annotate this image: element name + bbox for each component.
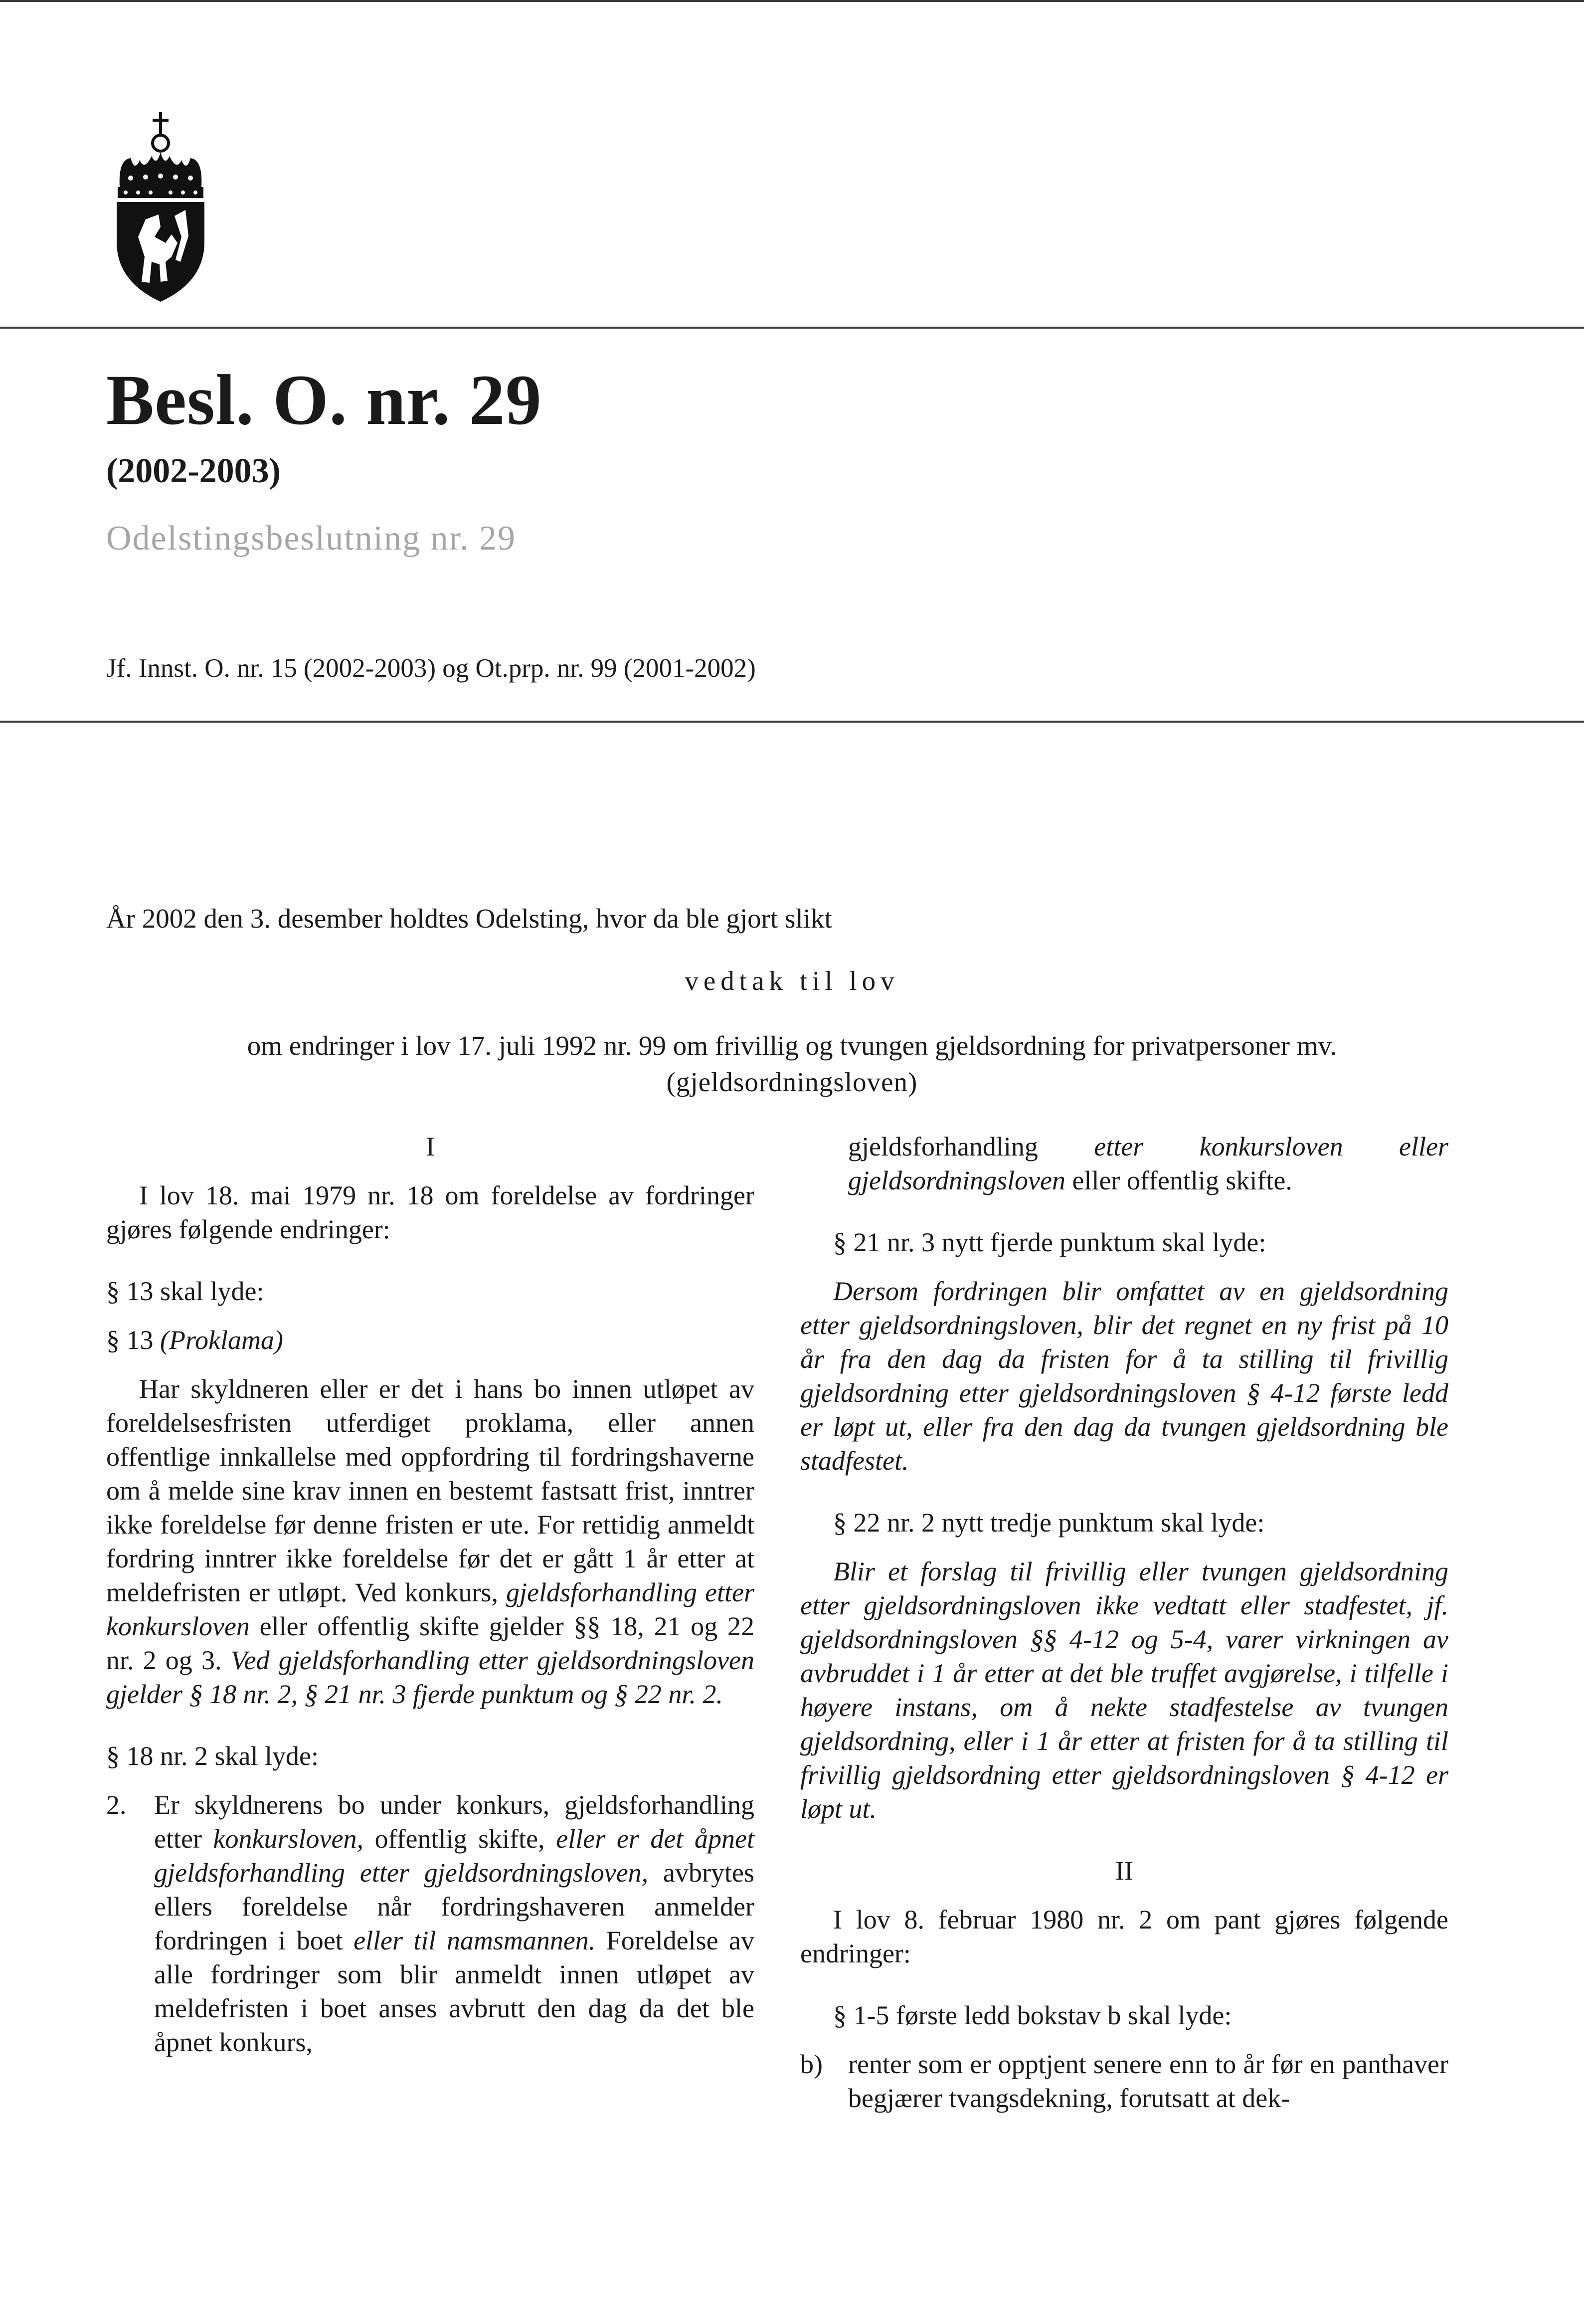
section-numeral-2: II (1115, 1856, 1133, 1886)
law-subject-line2: (gjeldsordningsloven) (666, 1067, 918, 1097)
law-subject-line1: om endringer i lov 17. juli 1992 nr. 99 om frivillig og tvungen gjeldsordning for privatpersoner mv. (247, 1030, 1337, 1061)
item-text: renter som er opptjent senere enn to år før en panthaver begjærer tvangsdekning, forutsatt at dek- (848, 2049, 1448, 2113)
paragraph-1-5-heading: § 1-5 første ledd bokstav b skal lyde: (833, 2000, 1232, 2030)
paragraph-21-body: Dersom fordringen blir omfattet av en gjeldsordning etter gjeldsordningsloven, blir det regnet en ny frist på 10 år fra den dag da fristen for å ta stilling til frivillig gjeldsordning etter gjeldsordningsloven § 4-12 første ledd er løpt ut, eller fra den dag da tvungen gjeldsordning ble stadfestet. (800, 1276, 1448, 1476)
header-rule-upper (0, 327, 1584, 329)
paragraph-22-body: Blir et forslag til frivillig eller tvungen gjeldsordning etter gjeldsordningsloven ikke vedtatt eller stadfestet, jf. gjeldsordningsloven §§ 4-12 og 5-4, varer virkningen av avbruddet i 1 år etter at det ble truffet avgjørelse, i tilfelle i høyere instans, om å nekte stadfestelse av tvungen gjeldsordning, eller i 1 år etter at fristen for å ta stilling til frivillig gjeldsordning etter gjeldsordningsloven § 4-12 er løpt ut. (800, 1556, 1448, 1824)
paragraph-1-5-item (800, 2047, 1448, 2115)
header-rule-lower (0, 721, 1584, 723)
paragraph-13-body: Har skyldneren eller er det i hans bo innen utløpet av foreldelsesfristen utferdiget proklama, eller annen offentlige innkallelse med oppfordring til fordringshaverne om å melde sine krav innen en bestemt fastsatt frist, inntrer ikke foreldelse før denne fristen er ute. For rettidig anmeldt fordring inntrer ikke foreldelse før det er gått 1 år etter at meldefristen er utløpt. Ved konkurs, gjeldsforhandling etter konkursloven eller offentlig skifte gjelder §§ 18, 21 og 22 nr. 2 og 3. Ved gjeldsforhandling etter gjeldsordningsloven gjelder § 18 nr. 2, § 21 nr. 3 fjerde punktum og § 22 nr. 2. (106, 1374, 754, 1709)
intro-lead: År 2002 den 3. desember holdtes Odelsting, hvor da ble gjort slikt (106, 903, 832, 934)
coat-of-arms-icon (111, 112, 210, 302)
pant-intro: I lov 8. februar 1980 nr. 2 om pant gjøres følgende endringer: (800, 1905, 1448, 1968)
paragraph-18-heading: § 18 nr. 2 skal lyde: (106, 1741, 319, 1771)
item-letter: b) (800, 2049, 823, 2079)
right-column (800, 1130, 1448, 2115)
session-years: (2002-2003) (106, 452, 281, 490)
section-numeral-1: I (426, 1132, 435, 1162)
vedtak-heading: vedtak til lov (685, 966, 899, 996)
paragraph-22-heading: § 22 nr. 2 nytt tredje punktum skal lyde: (833, 1508, 1265, 1538)
paragraph-21-heading: § 21 nr. 3 nytt fjerde punktum skal lyde: (833, 1227, 1266, 1257)
reference-line: Jf. Innst. O. nr. 15 (2002-2003) og Ot.prp. nr. 99 (2001-2002) (106, 654, 756, 683)
continued-item (800, 1130, 1448, 1197)
document-title: Besl. O. nr. 29 (106, 361, 542, 440)
faint-heading: Odelstingsbeslutning nr. 29 (106, 519, 517, 558)
top-rule (0, 0, 1584, 2)
paragraph-13-title: § 13 (Proklama) (106, 1325, 283, 1355)
continued-text: gjeldsforhandling etter konkursloven eller gjeldsordningsloven eller offentlig skifte. (848, 1132, 1448, 1195)
foreldelse-intro: I lov 18. mai 1979 nr. 18 om foreldelse av fordringer gjøres følgende endringer: (106, 1180, 754, 1244)
item-text: Er skyldnerens bo under konkurs, gjeldsforhandling etter konkursloven, offentlig skifte, eller er det åpnet gjeldsforhandling etter gjeldsordningsloven, avbrytes ellers foreldelse når fordringshaveren anmelder fordringen i boet eller til namsmannen. Foreldelse av alle fordringer som blir anmeldt innen utløpet av meldefristen i boet anses avbrutt den dag da det ble åpnet konkurs, (154, 1790, 754, 2057)
paragraph-13-heading: § 13 skal lyde: (106, 1276, 264, 1306)
item-number: 2. (106, 1790, 127, 1820)
left-column (106, 1130, 754, 2059)
paragraph-18-item (106, 1788, 754, 2059)
